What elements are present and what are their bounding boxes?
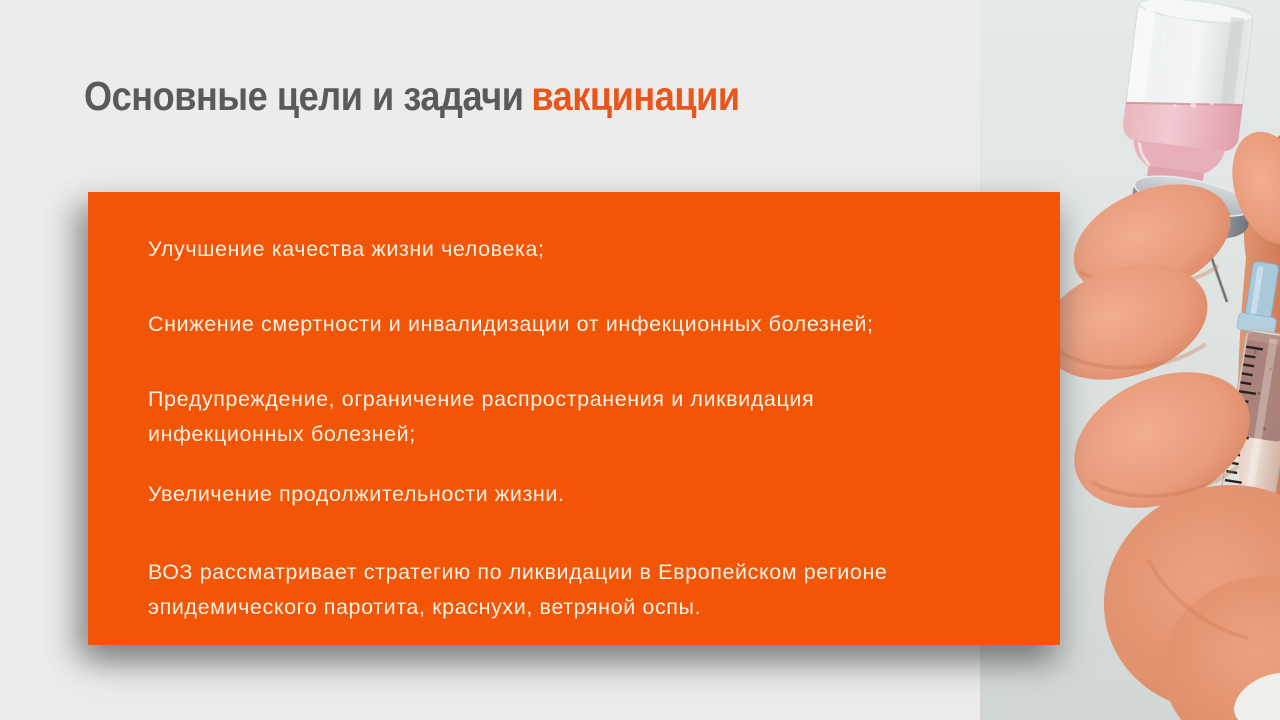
page-title	[84, 74, 740, 119]
bullet-paragraph-1	[148, 232, 1010, 267]
bullet-line: Предупреждение, ограничение распространения и ликвидация	[148, 387, 815, 411]
bullet-line: Увеличение продолжительности жизни.	[148, 482, 565, 506]
bullet-paragraph-5	[148, 555, 1010, 625]
bullet-paragraph-2	[148, 307, 1010, 342]
bullet-line: ВОЗ рассматривает стратегию по ликвидации в Европейском регионе	[148, 560, 888, 584]
bullet-paragraph-3	[148, 382, 1010, 452]
bullet-line: Снижение смертности и инвалидизации от инфекционных болезней;	[148, 312, 874, 336]
bullet-line: инфекционных болезней;	[148, 422, 416, 446]
title-accent: вакцинации	[531, 73, 740, 119]
bullet-line: эпидемического паротита, краснухи, ветряной оспы.	[148, 595, 702, 619]
bullet-paragraph-4	[148, 477, 1010, 512]
title-main: Основные цели и задачи	[84, 73, 524, 119]
content-box	[88, 192, 1060, 645]
bullet-line: Улучшение качества жизни человека;	[148, 237, 545, 261]
